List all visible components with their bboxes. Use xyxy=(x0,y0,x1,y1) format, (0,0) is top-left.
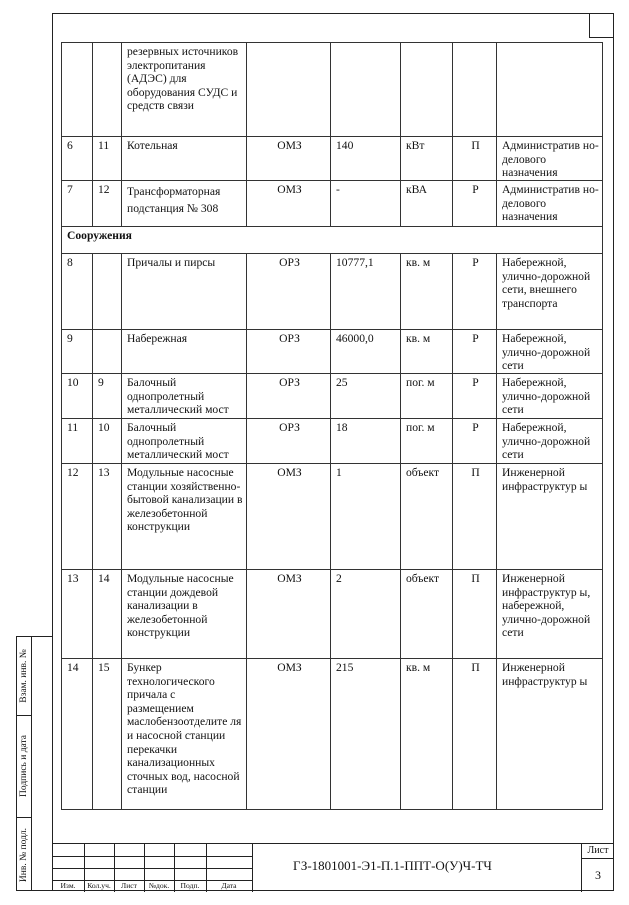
sheet-number: 3 xyxy=(595,868,601,882)
cell-unit: кВт xyxy=(401,137,453,181)
cell-name: Модульные насосные станции хозяйственно-бытовой канализации в железобетонной конструкции xyxy=(122,464,247,570)
cell-purpose: Набережной, улично-дорожной сети, внешнего транспорта xyxy=(497,254,603,330)
cell-status xyxy=(453,43,497,137)
cell-zone: ОМЗ xyxy=(247,464,331,570)
cell-unit: пог. м xyxy=(401,419,453,464)
cell-zone: ОРЗ xyxy=(247,254,331,330)
cell-status: Р xyxy=(453,419,497,464)
cell-status: Р xyxy=(453,254,497,330)
cell-value: - xyxy=(331,181,401,227)
cell-value: 215 xyxy=(331,659,401,810)
cell-zone: ОМЗ xyxy=(247,659,331,810)
cell-num xyxy=(62,43,93,137)
cell-name: Набережная xyxy=(122,330,247,374)
cell-purpose xyxy=(497,43,603,137)
cell-pos xyxy=(93,254,122,330)
cell-name: Балочный однопролетный металлический мост xyxy=(122,374,247,419)
cell-zone: ОМЗ xyxy=(247,181,331,227)
cell-purpose: Административ но-делового назначения xyxy=(497,181,603,227)
cell-purpose: Инженерной инфраструктур ы, набережной, улично-дорожной сети xyxy=(497,570,603,659)
cell-num: 13 xyxy=(62,570,93,659)
table-row xyxy=(62,181,603,227)
cell-pos: 9 xyxy=(93,374,122,419)
cell-unit: объект xyxy=(401,570,453,659)
cell-status: П xyxy=(453,137,497,181)
cell-pos: 12 xyxy=(93,181,122,227)
cell-pos: 14 xyxy=(93,570,122,659)
cell-unit: пог. м xyxy=(401,374,453,419)
title-block-grid xyxy=(52,844,252,892)
cell-status: Р xyxy=(453,374,497,419)
cell-status: П xyxy=(453,464,497,570)
section-row xyxy=(62,227,603,254)
table-row xyxy=(62,570,603,659)
cell-value xyxy=(331,43,401,137)
cell-unit: кв. м xyxy=(401,254,453,330)
corner-box xyxy=(589,14,613,38)
table-row xyxy=(62,374,603,419)
cell-pos: 11 xyxy=(93,137,122,181)
sheet-box xyxy=(582,844,614,892)
table-row xyxy=(62,659,603,810)
cell-num: 10 xyxy=(62,374,93,419)
cell-unit xyxy=(401,43,453,137)
cell-pos: 13 xyxy=(93,464,122,570)
cell-name: Модульные насосные станции дождевой канализации в железобетонной конструкции xyxy=(122,570,247,659)
cell-status: Р xyxy=(453,181,497,227)
cell-value: 1 xyxy=(331,464,401,570)
cell-num: 7 xyxy=(62,181,93,227)
side-label-podpis: Подпись и дата xyxy=(19,734,30,798)
cell-num: 12 xyxy=(62,464,93,570)
cell-name: резервных источников электропитания (АДЭС) для оборудования СУДС и средств связи xyxy=(122,43,247,137)
side-stamp xyxy=(16,636,52,891)
cell-num: 6 xyxy=(62,137,93,181)
cell-unit: кв. м xyxy=(401,330,453,374)
side-label-inv: Инв. № подл. xyxy=(19,827,30,882)
objects-table xyxy=(61,42,603,810)
cell-purpose: Инженерной инфраструктур ы xyxy=(497,464,603,570)
cell-pos xyxy=(93,43,122,137)
cell-num: 9 xyxy=(62,330,93,374)
cell-name: Причалы и пирсы xyxy=(122,254,247,330)
label-data: Дата xyxy=(221,881,237,890)
cell-pos: 15 xyxy=(93,659,122,810)
cell-pos xyxy=(93,330,122,374)
table-row xyxy=(62,330,603,374)
cell-zone: ОРЗ xyxy=(247,374,331,419)
cell-zone: ОМЗ xyxy=(247,570,331,659)
cell-status: П xyxy=(453,570,497,659)
label-podp: Подп. xyxy=(180,881,200,890)
cell-num: 11 xyxy=(62,419,93,464)
section-title: Сооружения xyxy=(62,227,603,254)
table-row xyxy=(62,137,603,181)
cell-value: 2 xyxy=(331,570,401,659)
side-label-vzam: Взам. инв. № xyxy=(19,649,30,703)
cell-unit: объект xyxy=(401,464,453,570)
cell-zone xyxy=(247,43,331,137)
cell-name: Трансформаторная подстанция № 308 xyxy=(122,181,247,227)
cell-status: П xyxy=(453,659,497,810)
table-row xyxy=(62,254,603,330)
label-list: Лист xyxy=(121,881,137,890)
cell-purpose: Набережной, улично-дорожной сети xyxy=(497,374,603,419)
cell-zone: ОРЗ xyxy=(247,330,331,374)
cell-value: 10777,1 xyxy=(331,254,401,330)
cell-name: Котельная xyxy=(122,137,247,181)
cell-value: 18 xyxy=(331,419,401,464)
cell-status: Р xyxy=(453,330,497,374)
title-block xyxy=(52,843,614,891)
cell-zone: ОРЗ xyxy=(247,419,331,464)
doc-code-cell xyxy=(252,844,582,892)
label-ndok: №док. xyxy=(148,881,170,890)
cell-purpose: Административ но-делового назначения xyxy=(497,137,603,181)
table-row xyxy=(62,464,603,570)
cell-value: 140 xyxy=(331,137,401,181)
cell-unit: кв. м xyxy=(401,659,453,810)
table-row xyxy=(62,43,603,137)
cell-num: 8 xyxy=(62,254,93,330)
cell-name: Балочный однопролетный металлический мост xyxy=(122,419,247,464)
cell-purpose: Набережной, улично-дорожной сети xyxy=(497,419,603,464)
cell-name: Бункер технологического причала с размещением маслобензоотделите ля и насосной станции перекачки канализационных сточных вод, насосной станции xyxy=(122,659,247,810)
label-izm: Изм. xyxy=(60,881,76,890)
cell-value: 46000,0 xyxy=(331,330,401,374)
cell-pos: 10 xyxy=(93,419,122,464)
table-row xyxy=(62,419,603,464)
sheet-label: Лист xyxy=(587,845,609,856)
cell-unit: кВА xyxy=(401,181,453,227)
cell-zone: ОМЗ xyxy=(247,137,331,181)
cell-num: 14 xyxy=(62,659,93,810)
doc-code: ГЗ-1801001-Э1-П.1-ППТ-О(У)Ч-ТЧ xyxy=(293,858,492,873)
cell-purpose: Набережной, улично-дорожной сети xyxy=(497,330,603,374)
label-kolch: Кол.уч. xyxy=(87,881,111,890)
cell-purpose: Инженерной инфраструктур ы xyxy=(497,659,603,810)
cell-value: 25 xyxy=(331,374,401,419)
